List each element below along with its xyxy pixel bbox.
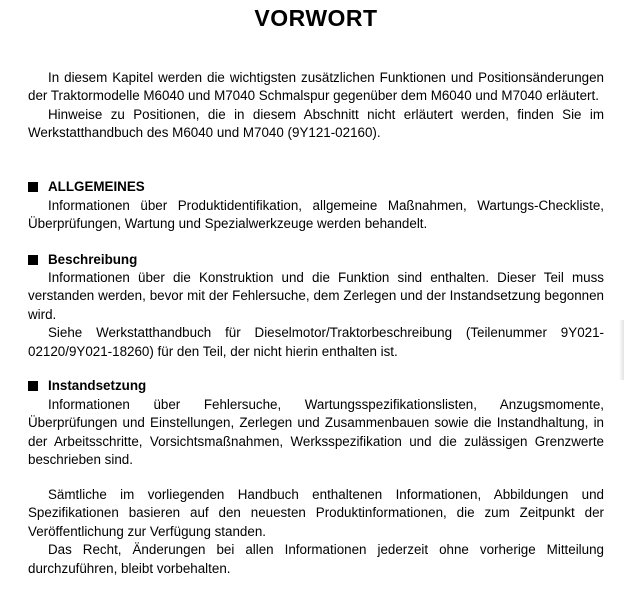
- section-heading-label: Beschreibung: [48, 252, 138, 267]
- section-paragraph: Informationen über die Konstruktion und die Funktion sind enthalten. Dieser Teil muss verstanden werden, bevor mit der Fehlersuche, dem Zerlegen und der Instandsetzung begonnen wird.: [28, 270, 604, 322]
- section-heading-allgemeines: [28, 178, 145, 196]
- intro-block: [28, 69, 604, 143]
- page-edge-shadow: [619, 320, 624, 380]
- closing-paragraph: Das Recht, Änderungen bei allen Informationen jederzeit ohne vorherige Mitteilung durchzuführen, bleibt vorbehalten.: [28, 542, 604, 576]
- section-paragraph: Siehe Werkstatthandbuch für Dieselmotor/Traktorbeschreibung (Teilenummer 9Y021-02120/9Y021-18260) für den Teil, der nicht hierin enthalten ist.: [28, 325, 604, 359]
- section-heading-label: ALLGEMEINES: [48, 179, 145, 194]
- section-body-instandsetzung: [28, 396, 604, 470]
- section-paragraph: Informationen über Fehlersuche, Wartungsspezifikationslisten, Anzugsmomente, Überprüfungen und Einstellungen, Zerlegen und Zusammenbauen sowie die Instandhaltung, in der Arbeitsschritte, Vorsichtsmaßnahmen, Werksspezifikation und die zulässigen Grenzwerte beschrieben sind.: [28, 397, 604, 468]
- section-heading-instandsetzung: [28, 377, 146, 395]
- square-bullet-icon: [28, 255, 38, 265]
- closing-block: [28, 486, 604, 578]
- section-body-allgemeines: [28, 197, 604, 234]
- page-title: VORWORT: [254, 5, 378, 31]
- section-heading-label: Instandsetzung: [48, 378, 147, 393]
- closing-paragraph: Sämtliche im vorliegenden Handbuch enthaltenen Informationen, Abbildungen und Spezifikationen basieren auf den neuesten Produktinformationen, die zum Zeitpunkt der Veröffentlichung zur Verfügung standen.: [28, 487, 604, 539]
- intro-paragraph: Hinweise zu Positionen, die in diesem Abschnitt nicht erläutert werden, finden Sie im Werkstatthandbuch des M6040 und M7040 (9Y121-02160).: [28, 106, 604, 141]
- square-bullet-icon: [28, 182, 38, 192]
- square-bullet-icon: [28, 381, 38, 391]
- intro-paragraph: In diesem Kapitel werden die wichtigsten zusätzlichen Funktionen und Positionsänderungen der Traktormodelle M6040 und M7040 Schmalspur gegenüber dem M6040 und M7040 erläutert.: [28, 70, 604, 104]
- section-body-beschreibung: [28, 269, 604, 361]
- section-paragraph: Informationen über Produktidentifikation, allgemeine Maßnahmen, Wartungs-Checkliste, Überprüfungen, Wartung und Spezialwerkzeuge werden behandelt.: [28, 198, 604, 232]
- section-heading-beschreibung: [28, 251, 137, 269]
